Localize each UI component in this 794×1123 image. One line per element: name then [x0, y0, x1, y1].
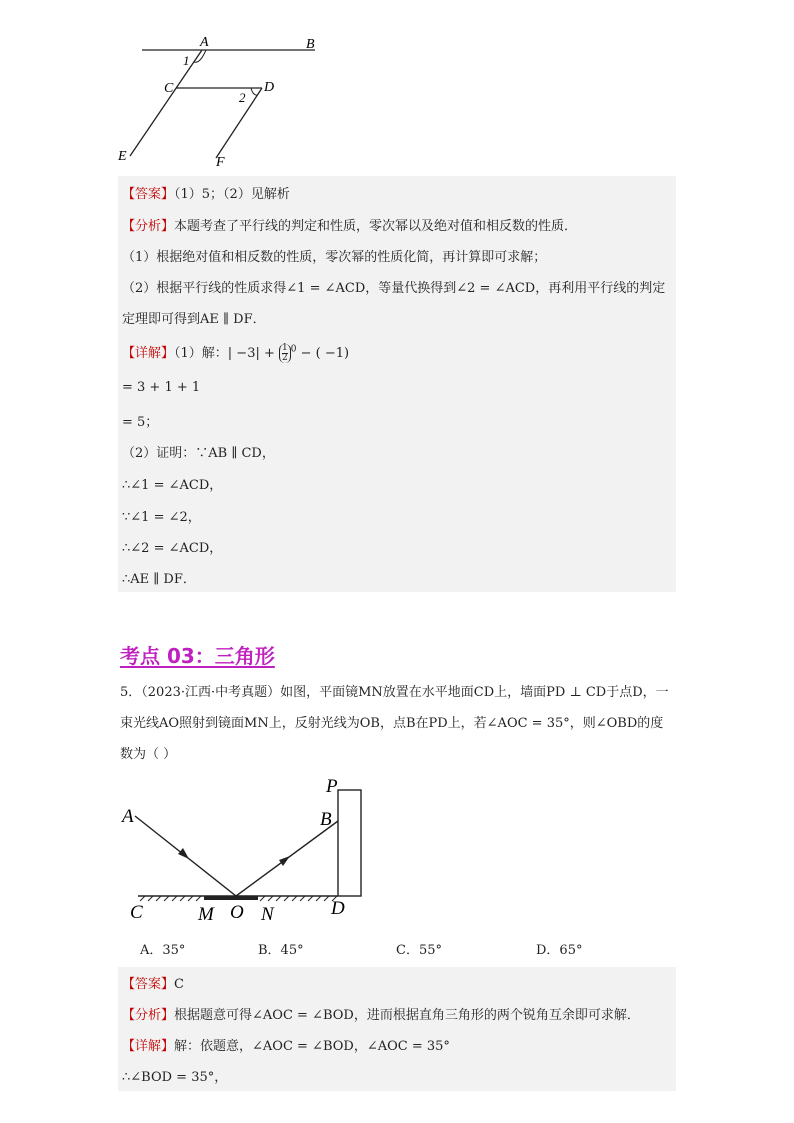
detail-step-2: ∴∠BOD = 35°， — [122, 1070, 228, 1085]
analysis-step-2b: 定理即可得到AE ∥ DF． — [122, 312, 266, 327]
answer-line-2: 【答案】C — [122, 977, 184, 992]
label-a2: A — [122, 806, 134, 827]
label-e: E — [118, 149, 127, 164]
analysis-step-1: （1）根据绝对值和相反数的性质，零次幂的性质化简，再计算即可求解； — [122, 250, 547, 265]
analysis-line: 【分析】本题考查了平行线的判定和性质，零次幂以及绝对值和相反数的性质． — [122, 219, 578, 234]
solution-block-2 — [118, 967, 676, 1091]
label-d2: D — [331, 898, 345, 919]
ray-ob-arrow — [279, 856, 290, 866]
calc-line-2: = 5； — [122, 415, 159, 430]
label-n: N — [261, 904, 274, 925]
option-c[interactable]: C．55° — [396, 943, 442, 958]
wall-pd — [338, 790, 361, 896]
proof-step-1: ∴∠1 = ∠ACD， — [122, 478, 223, 493]
option-a[interactable]: A．35° — [140, 943, 186, 958]
angle-2-arc — [251, 88, 258, 95]
analysis-line-2: 【分析】根据题意可得∠AOC = ∠BOD，进而根据直角三角形的两个锐角互余即可求解． — [122, 1008, 640, 1023]
analysis-step-2a: （2）根据平行线的性质求得∠1 = ∠ACD，等量代换得到∠2 = ∠ACD，再利用平行线的判定 — [122, 281, 666, 296]
figure-parallel-lines — [110, 30, 340, 170]
proof-step-3: ∴∠2 = ∠ACD， — [122, 541, 223, 556]
proof-intro: （2）证明：∵AB ∥ CD， — [122, 446, 275, 461]
label-c: C — [164, 81, 174, 96]
detail-line-1: 【详解】（1）解：| −3| + $\frac{1}{2}$ $^0$ − ( −1) — [122, 343, 350, 363]
line-ae — [130, 50, 202, 156]
proof-step-4: ∴AE ∥ DF． — [122, 572, 196, 587]
option-d[interactable]: D．65° — [536, 943, 583, 958]
solution-block-1 — [118, 176, 676, 592]
label-m: M — [198, 904, 214, 925]
label-p: P — [326, 776, 338, 797]
mirror-mn — [204, 896, 258, 900]
detail-line-2: 【详解】解：依题意，∠AOC = ∠BOD，∠AOC = 35° — [122, 1039, 450, 1054]
figure-mirror-reflection — [110, 770, 400, 930]
label-f: F — [216, 155, 225, 170]
label-o: O — [230, 902, 244, 923]
proof-step-2: ∵∠1 = ∠2， — [122, 510, 201, 525]
question-line-2: 束光线AO照射到镜面MN上，反射光线为OB，点B在PD上，若∠AOC = 35°，则∠OBD的度 — [120, 716, 664, 731]
option-b[interactable]: B．45° — [258, 943, 304, 958]
label-d: D — [264, 80, 275, 95]
label-a: A — [200, 35, 209, 50]
label-b2: B — [320, 809, 332, 830]
question-line-1: 5．（2023·江西·中考真题）如图，平面镜MN放置在水平地面CD上，墙面PD ⊥ CD于点D，一 — [120, 685, 669, 700]
label-2: 2 — [239, 90, 246, 105]
question-line-3: 数为（ ） — [120, 747, 177, 762]
label-b: B — [306, 37, 315, 52]
fraction: $\frac{1}{2}$ — [279, 344, 291, 363]
label-1: 1 — [183, 53, 190, 68]
answer-line: 【答案】（1）5；（2）见解析 — [122, 187, 290, 202]
ray-ao-arrow — [178, 848, 189, 859]
section-title: 考点 03：三角形 — [120, 644, 275, 668]
label-c2: C — [130, 902, 143, 923]
calc-line-1: = 3 + 1 + 1 — [122, 380, 201, 395]
